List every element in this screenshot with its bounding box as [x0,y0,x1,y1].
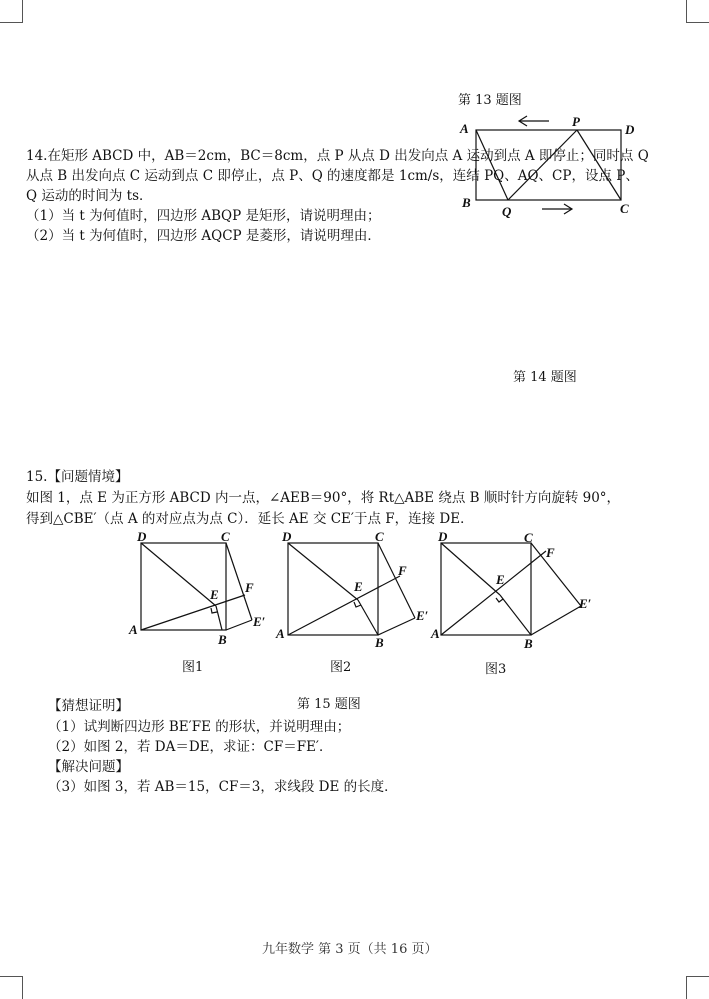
q15-solve-heading: 【解决问题】 [48,759,129,775]
q15-part-1: （1）试判断四边形 BE′FE 的形状，并说明理由； [48,719,351,735]
fig13-caption: 第 13 题图 [458,93,522,108]
svg-text:F: F [546,545,555,560]
q15-heading: 15.【问题情境】 [26,469,129,485]
q15-line-1: 如图 1，点 E 为正方形 ABCD 内一点，∠AEB＝90°，将 Rt△ABE 绕点 B 顺时针方向旋转 90°， [26,490,621,506]
svg-text:B: B [218,632,227,647]
fig14-caption: 第 14 题图 [513,370,577,385]
crop-mark-top-left [0,0,23,23]
fig13-label-B: B [462,195,471,210]
svg-text:D: D [282,529,292,544]
svg-text:E: E [354,579,363,594]
svg-text:A: A [431,626,440,641]
svg-text:E: E [210,587,219,602]
svg-text:B: B [524,636,533,651]
fig13-label-Q: Q [502,204,512,219]
svg-text:F: F [398,563,407,578]
crop-mark-bottom-left [0,976,23,999]
q15-line-2: 得到△CBE′（点 A 的对应点为点 C）．延长 AE 交 CE′于点 F，连接 DE． [26,511,474,527]
svg-text:A: A [276,626,285,641]
svg-text:E′: E′ [579,596,592,611]
crop-mark-bottom-right [686,976,709,999]
fig15-figure-2 [272,528,432,653]
svg-text:D: D [438,529,448,544]
page-footer: 九年数学 第 3 页（共 16 页） [262,942,438,957]
svg-text:E′: E′ [253,614,266,629]
q14-line-3: Q 运动的时间为 ts． [26,188,153,204]
svg-text:C: C [221,529,230,544]
fig13-label-A: A [460,121,469,136]
q14-part-2: （2）当 t 为何值时，四边形 AQCP 是菱形，请说明理由． [26,228,381,244]
fig13-label-P: P [572,114,580,129]
q15-guess-heading: 【猜想证明】 [48,698,129,714]
fig13-label-D: D [625,122,635,137]
q15-part-2: （2）如图 2，若 DA＝DE，求证：CF＝FE′． [48,739,333,755]
q15-part-3: （3）如图 3，若 AB＝15，CF＝3，求线段 DE 的长度． [48,779,398,795]
svg-text:A: A [129,622,138,637]
fig15-figure-1 [125,528,275,653]
svg-text:D: D [137,529,147,544]
svg-text:F: F [245,580,254,595]
q14-line-1: 14.在矩形 ABCD 中，AB＝2cm，BC＝8cm，点 P 从点 D 出发向点 A 运动到点 A 即停止；同时点 Q [26,148,649,164]
svg-text:E: E [496,572,505,587]
fig15-caption: 第 15 题图 [297,697,361,712]
svg-text:C: C [375,529,384,544]
q14-line-2: 从点 B 出发向点 C 运动到点 C 即停止，点 P、Q 的速度都是 1cm/s，连结 PQ、AQ、CP，设点 P、 [26,168,639,184]
fig15-name-3: 图3 [485,662,507,677]
svg-text:C: C [524,530,533,545]
fig15-figure-3 [428,528,603,653]
svg-text:B: B [375,635,384,650]
fig15-name-2: 图2 [330,660,352,675]
fig15-name-1: 图1 [182,660,204,675]
svg-text:E′: E′ [416,608,429,623]
q14-part-1: （1）当 t 为何值时，四边形 ABQP 是矩形，请说明理由； [26,208,381,224]
fig13-label-C: C [620,201,629,216]
crop-mark-top-right [686,0,709,23]
